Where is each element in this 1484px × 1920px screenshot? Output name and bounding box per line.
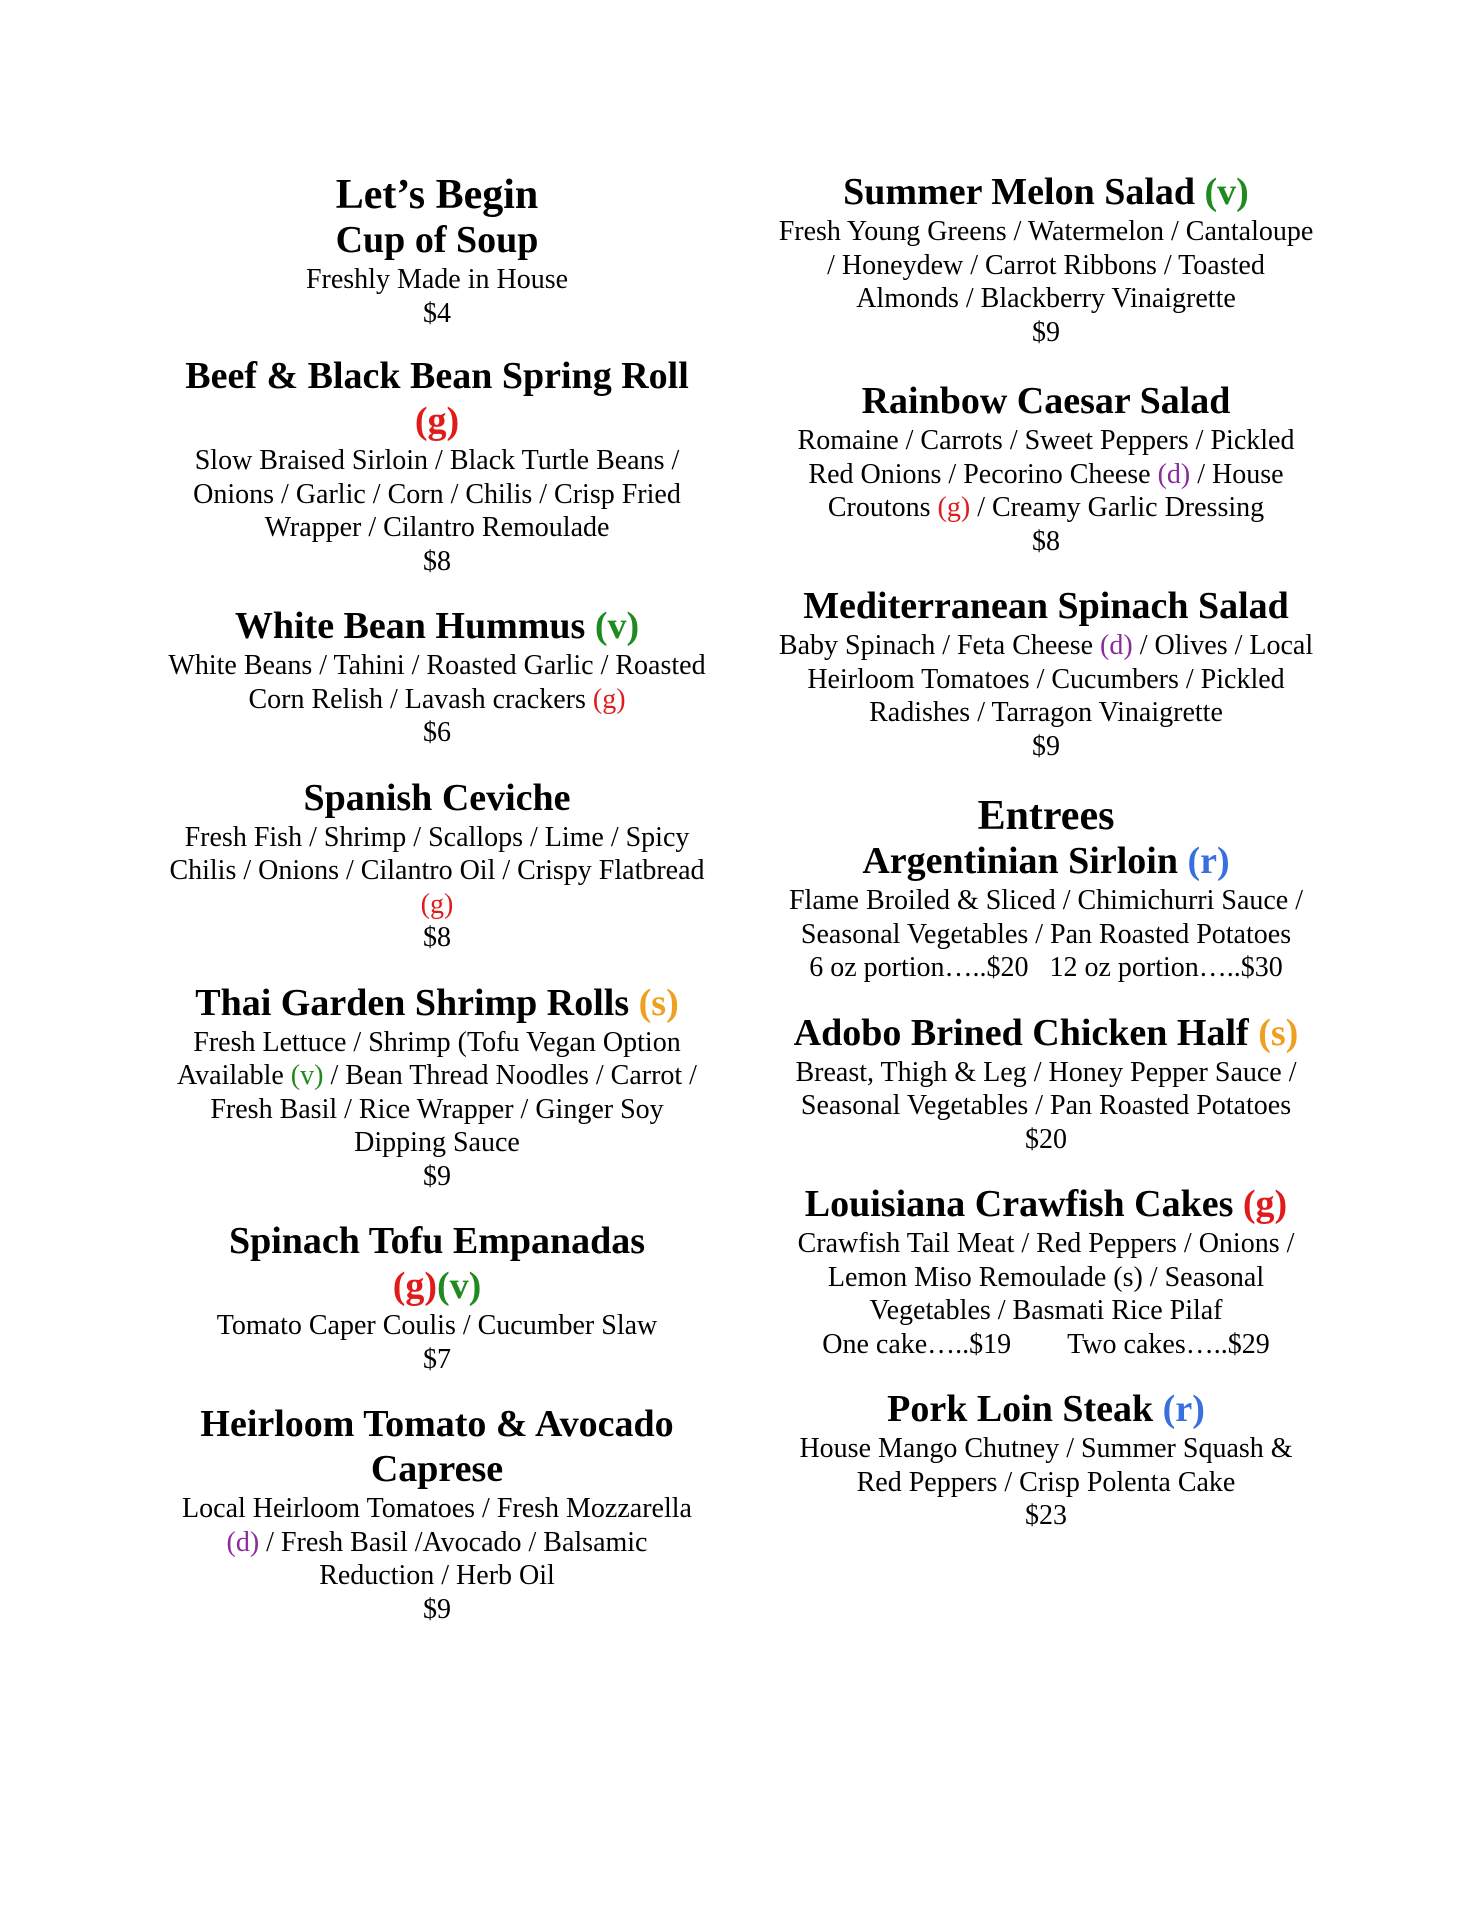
menu-item-melon-salad <box>776 170 1316 349</box>
item-description <box>167 821 707 922</box>
item-name-text: Argentinian Sirloin <box>862 840 1178 882</box>
item-price: $8 <box>423 545 451 577</box>
description-text: Baby Spinach / Feta Cheese <box>778 630 1094 661</box>
section-title-lets-begin: Let’s Begin <box>335 172 539 218</box>
item-name-text: White Bean Hummus <box>234 605 586 647</box>
item-name-text: Spinach Tofu Empanadas <box>228 1220 646 1262</box>
gluten-tag: (g) <box>592 683 626 715</box>
vegan-tag: (v) <box>437 1265 482 1307</box>
item-price: $9 <box>423 1593 451 1625</box>
vegan-tag: (v) <box>290 1060 324 1091</box>
item-name-text: Louisiana Crawfish Cakes <box>804 1183 1234 1225</box>
item-description <box>167 649 707 716</box>
item-description: Breast, Thigh & Leg / Honey Pepper Sauce / Seasonal Vegetables / Pan Roasted Potatoes <box>795 1056 1297 1121</box>
item-description <box>167 1492 707 1593</box>
item-description: Tomato Caper Coulis / Cucumber Slaw <box>216 1310 658 1341</box>
dairy-tag: (d) <box>1100 630 1133 661</box>
menu-item-chicken <box>776 1011 1316 1157</box>
menu-item-caprese <box>167 1402 707 1626</box>
description-text: White Beans / Tahini / Roasted Garlic / Roasted Corn Relish / Lavash crackers <box>168 650 706 715</box>
item-description: Crawfish Tail Meat / Red Peppers / Onions / Lemon Miso Remoulade (s) / Seasonal Vegetables / Basmati Rice Pilaf <box>797 1228 1295 1326</box>
item-name-text: Summer Melon Salad <box>843 171 1196 213</box>
menu-item-crawfish-cakes <box>776 1182 1316 1361</box>
item-description: Freshly Made in House <box>305 264 569 295</box>
item-price: $23 <box>1025 1500 1067 1531</box>
section-title-entrees: Entrees <box>977 793 1115 839</box>
description-text: Fresh Lettuce / Shrimp (Tofu Vegan Option Available <box>177 1026 681 1091</box>
item-price: $8 <box>1032 525 1060 557</box>
gluten-tag: (g) <box>420 888 454 920</box>
item-name <box>776 839 1316 884</box>
right-column <box>776 170 1316 1533</box>
item-name <box>776 1182 1316 1227</box>
item-price: $9 <box>1032 730 1060 762</box>
item-name: Rainbow Caesar Salad <box>861 380 1231 422</box>
description-text: / Bean Thread Noodles / Carrot / Fresh Basil / Rice Wrapper / Ginger Soy Dipping Sauce <box>210 1060 697 1158</box>
description-text: Romaine / Carrots / Sweet Peppers / Pickled Red Onions / Pecorino Cheese <box>797 425 1295 490</box>
item-name <box>167 604 707 649</box>
description-text: Fresh Fish / Shrimp / Scallops / Lime / Spicy Chilis / Onions / Cilantro Oil / Crispy Flatbread <box>169 821 705 886</box>
gluten-tag: (g) <box>1242 1183 1288 1225</box>
item-description <box>776 629 1316 730</box>
description-text: Local Heirloom Tomatoes / Fresh Mozzarella <box>182 1493 692 1524</box>
item-price: $20 <box>1025 1123 1067 1155</box>
rare-tag: (r) <box>1162 1388 1205 1430</box>
menu-item-cup-of-soup <box>167 218 707 330</box>
vegan-tag: (v) <box>594 605 640 647</box>
item-price: $9 <box>423 1160 451 1192</box>
item-description: Slow Braised Sirloin / Black Turtle Beans / Onions / Garlic / Corn / Chilis / Crisp Fried Wrapper / Cilantro Remoulade <box>193 445 681 543</box>
menu-item-ceviche <box>167 776 707 955</box>
item-description: Flame Broiled & Sliced / Chimichurri Sauce / Seasonal Vegetables / Pan Roasted Potatoes <box>788 885 1304 950</box>
menu-item-spinach-salad <box>776 584 1316 763</box>
dairy-tag: (d) <box>1157 458 1191 490</box>
item-price: $6 <box>423 717 451 748</box>
gluten-tag: (g) <box>414 400 460 442</box>
item-description <box>167 1026 707 1160</box>
item-name: Mediterranean Spinach Salad <box>803 585 1289 627</box>
item-name-text: Beef & Black Bean Spring Roll <box>185 355 689 397</box>
menu-item-sirloin <box>776 839 1316 985</box>
item-name <box>167 981 707 1026</box>
item-name-text: Pork Loin Steak <box>887 1388 1154 1430</box>
item-name <box>776 1387 1316 1432</box>
item-name-text: Thai Garden Shrimp Rolls <box>195 981 630 1024</box>
menu-item-spring-roll <box>167 354 707 578</box>
menu-item-pork-loin <box>776 1387 1316 1533</box>
rare-tag: (r) <box>1187 840 1230 882</box>
left-column <box>167 172 707 1626</box>
menu-item-caesar-salad <box>776 379 1316 558</box>
item-price: One cake…..$19 Two cakes…..$29 <box>822 1328 1270 1360</box>
item-price: 6 oz portion…..$20 12 oz portion…..$30 <box>809 952 1283 983</box>
item-price: $4 <box>423 297 451 329</box>
item-name <box>167 354 707 444</box>
item-price: $9 <box>1032 316 1060 348</box>
shellfish-tag: (s) <box>638 981 679 1024</box>
item-description: House Mango Chutney / Summer Squash & Red Peppers / Crisp Polenta Cake <box>799 1433 1293 1498</box>
gluten-tag: (g) <box>937 492 971 523</box>
description-text: / Olives / Local Heirloom Tomatoes / Cucumbers / Pickled Radishes / Tarragon Vinaigrette <box>807 630 1314 728</box>
item-name <box>167 1219 707 1309</box>
dairy-tag: (d) <box>226 1526 260 1558</box>
gluten-tag: (g) <box>392 1265 437 1307</box>
item-price: $7 <box>423 1343 451 1375</box>
vegan-tag: (v) <box>1204 171 1249 213</box>
item-name: Heirloom Tomato & Avocado Caprese <box>200 1403 674 1490</box>
description-text: / House Croutons <box>827 458 1284 523</box>
description-text: / Creamy Garlic Dressing <box>977 492 1265 523</box>
item-description: Fresh Young Greens / Watermelon / Cantaloupe / Honeydew / Carrot Ribbons / Toasted Almonds / Blackberry Vinaigrette <box>778 216 1314 314</box>
description-text: / Fresh Basil /Avocado / Balsamic Reduction / Herb Oil <box>266 1526 648 1591</box>
item-name <box>776 1011 1316 1056</box>
item-name: Spanish Ceviche <box>303 776 571 819</box>
shellfish-tag: (s) <box>1258 1011 1299 1054</box>
menu-item-empanadas <box>167 1219 707 1376</box>
item-description <box>776 424 1316 525</box>
item-name-text: Adobo Brined Chicken Half <box>793 1011 1249 1054</box>
menu-item-hummus <box>167 604 707 750</box>
item-price: $8 <box>423 922 451 953</box>
item-name <box>776 170 1316 215</box>
item-name: Cup of Soup <box>335 219 539 261</box>
menu-item-shrimp-rolls <box>167 981 707 1194</box>
